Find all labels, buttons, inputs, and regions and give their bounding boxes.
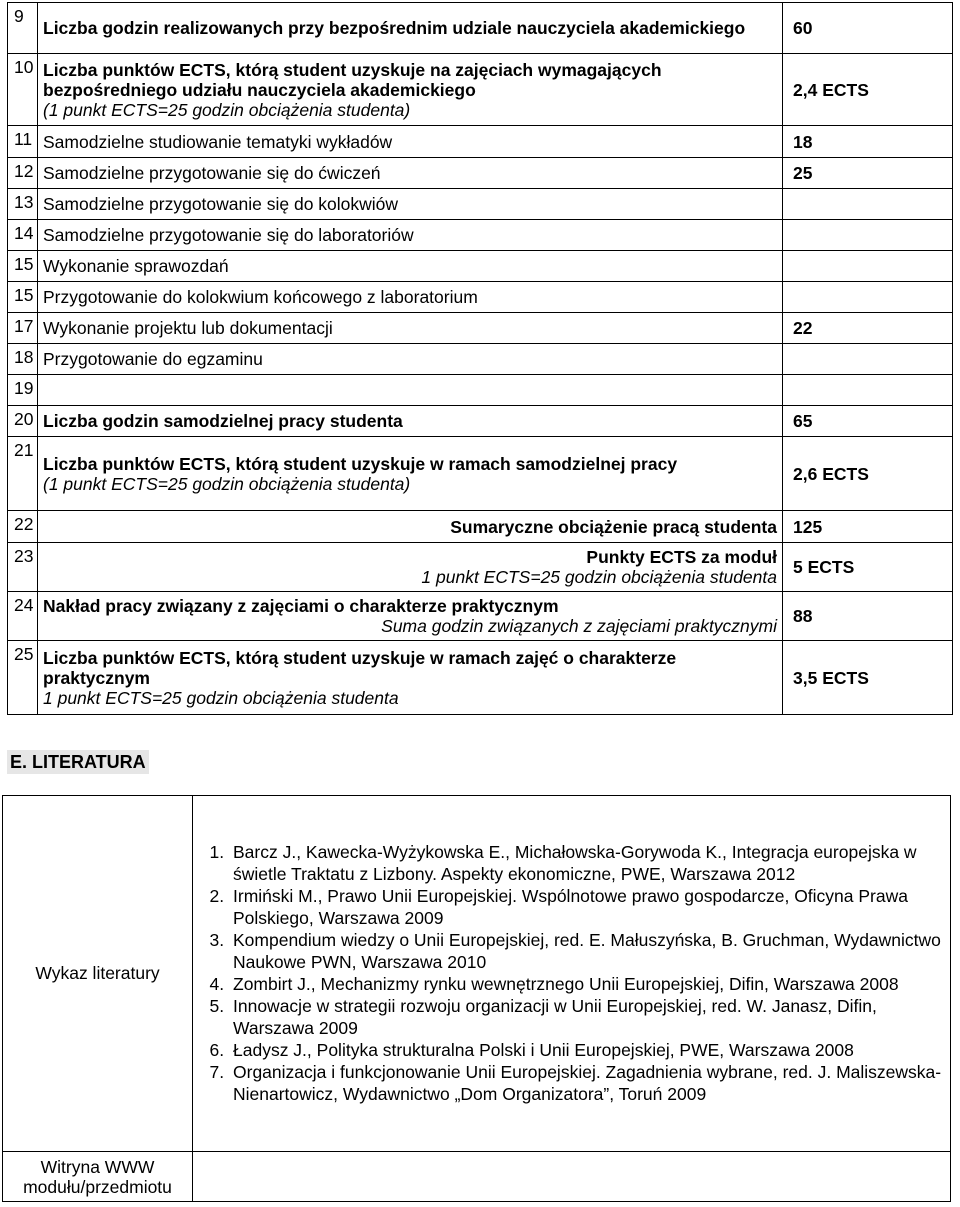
table-row [8, 126, 953, 158]
row-value [783, 282, 953, 313]
table-row [8, 641, 953, 715]
row-number: 13 [8, 189, 38, 220]
row-description: Liczba godzin samodzielnej pracy studenta [38, 406, 783, 437]
row-description: Wykonanie projektu lub dokumentacji [38, 313, 783, 344]
table-row [8, 54, 953, 126]
row-description: Liczba punktów ECTS, którą student uzyskuje w ramach samodzielnej pracy (1 punkt ECTS=25 godzin obciążenia studenta) [38, 437, 783, 511]
www-label: Witryna WWW modułu/przedmiotu [3, 1152, 193, 1202]
row-value: 18 [783, 126, 953, 158]
table-row [8, 282, 953, 313]
row-description: Samodzielne przygotowanie się do kolokwiów [38, 189, 783, 220]
row-value: 65 [783, 406, 953, 437]
row-value: 2,4 ECTS [783, 54, 953, 126]
row-description: Liczba punktów ECTS, którą student uzyskuje na zajęciach wymagających bezpośredniego udziału nauczyciela akademickiego (1 punkt ECTS=25 godzin obciążenia studenta) [38, 54, 783, 126]
row-value: 3,5 ECTS [783, 641, 953, 715]
list-item: 4. Zombirt J., Mechanizmy rynku wewnętrznego Unii Europejskiej, Difin, Warszawa 2008 [229, 973, 942, 995]
row-value: 88 [783, 592, 953, 641]
row-number: 11 [8, 126, 38, 158]
row-value [783, 220, 953, 251]
row-value: 60 [783, 3, 953, 54]
table-row [8, 592, 953, 641]
row-value: 22 [783, 313, 953, 344]
table-row [8, 375, 953, 406]
row-description: Nakład pracy związany z zajęciami o charakterze praktycznym Suma godzin związanych z zajęciami praktycznymi [38, 592, 783, 641]
row-number: 15 [8, 251, 38, 282]
table-row [8, 511, 953, 543]
row-description: Przygotowanie do egzaminu [38, 344, 783, 375]
list-item: 2. Irmiński M., Prawo Unii Europejskiej. Wspólnotowe prawo gospodarcze, Oficyna Prawa Polskiego, Warszawa 2009 [229, 885, 942, 929]
row-number: 9 [8, 3, 38, 54]
row-number: 14 [8, 220, 38, 251]
row-number: 10 [8, 54, 38, 126]
row-value: 5 ECTS [783, 543, 953, 592]
row-value [783, 189, 953, 220]
row-value [783, 344, 953, 375]
row-description: Samodzielne przygotowanie się do ćwiczeń [38, 158, 783, 189]
list-item: 5. Innowacje w strategii rozwoju organizacji w Unii Europejskiej, red. W. Janasz, Difin, Warszawa 2009 [229, 995, 942, 1039]
row-value [783, 375, 953, 406]
table-row [8, 344, 953, 375]
row-number: 19 [8, 375, 38, 406]
table-row [8, 189, 953, 220]
table-row [3, 796, 951, 1152]
row-number: 22 [8, 511, 38, 543]
list-item: 3. Kompendium wiedzy o Unii Europejskiej, red. E. Małuszyńska, B. Gruchman, Wydawnictwo Naukowe PWN, Warszawa 2010 [229, 929, 942, 973]
list-item: 7. Organizacja i funkcjonowanie Unii Europejskiej. Zagadnienia wybrane, red. J. Maliszewska-Nienartowicz, Wydawnictwo „Dom Organizatora”, Toruń 2009 [229, 1061, 942, 1105]
row-description: Samodzielne studiowanie tematyki wykładów [38, 126, 783, 158]
table-row [8, 251, 953, 282]
row-number: 23 [8, 543, 38, 592]
table-row [8, 543, 953, 592]
literature-list [199, 841, 942, 1105]
row-number: 24 [8, 592, 38, 641]
row-description: Liczba godzin realizowanych przy bezpośrednim udziale nauczyciela akademickiego [38, 3, 783, 54]
row-description: Sumaryczne obciążenie pracą studenta [38, 511, 783, 543]
table-row [8, 406, 953, 437]
row-number: 15 [8, 282, 38, 313]
table-row [8, 313, 953, 344]
table-row [8, 158, 953, 189]
row-description: Przygotowanie do kolokwium końcowego z laboratorium [38, 282, 783, 313]
row-value: 125 [783, 511, 953, 543]
row-number: 12 [8, 158, 38, 189]
row-number: 20 [8, 406, 38, 437]
row-number: 17 [8, 313, 38, 344]
list-item: 1. Barcz J., Kawecka-Wyżykowska E., Michałowska-Gorywoda K., Integracja europejska w świetle Traktatu z Lizbony. Aspekty ekonomiczne, PWE, Warszawa 2012 [229, 841, 942, 885]
literature-table [2, 795, 951, 1202]
row-description: Punkty ECTS za moduł 1 punkt ECTS=25 godzin obciążenia studenta [38, 543, 783, 592]
www-value [193, 1152, 951, 1202]
row-description: Samodzielne przygotowanie się do laboratoriów [38, 220, 783, 251]
row-value: 2,6 ECTS [783, 437, 953, 511]
literature-label: Wykaz literatury [3, 796, 193, 1152]
row-value: 25 [783, 158, 953, 189]
row-description: Wykonanie sprawozdań [38, 251, 783, 282]
row-value [783, 251, 953, 282]
row-number: 25 [8, 641, 38, 715]
literature-list-cell [193, 796, 951, 1152]
table-row [8, 220, 953, 251]
row-number: 21 [8, 437, 38, 511]
row-number: 18 [8, 344, 38, 375]
list-item: 6. Ładysz J., Polityka strukturalna Polski i Unii Europejskiej, PWE, Warszawa 2008 [229, 1039, 942, 1061]
row-description [38, 375, 783, 406]
row-description: Liczba punktów ECTS, którą student uzyskuje w ramach zajęć o charakterze praktycznym 1 punkt ECTS=25 godzin obciążenia studenta [38, 641, 783, 715]
section-title-literature: E. LITERATURA [7, 750, 149, 774]
table-row [3, 1152, 951, 1202]
table-row [8, 3, 953, 54]
table-row [8, 437, 953, 511]
workload-table [7, 2, 953, 715]
